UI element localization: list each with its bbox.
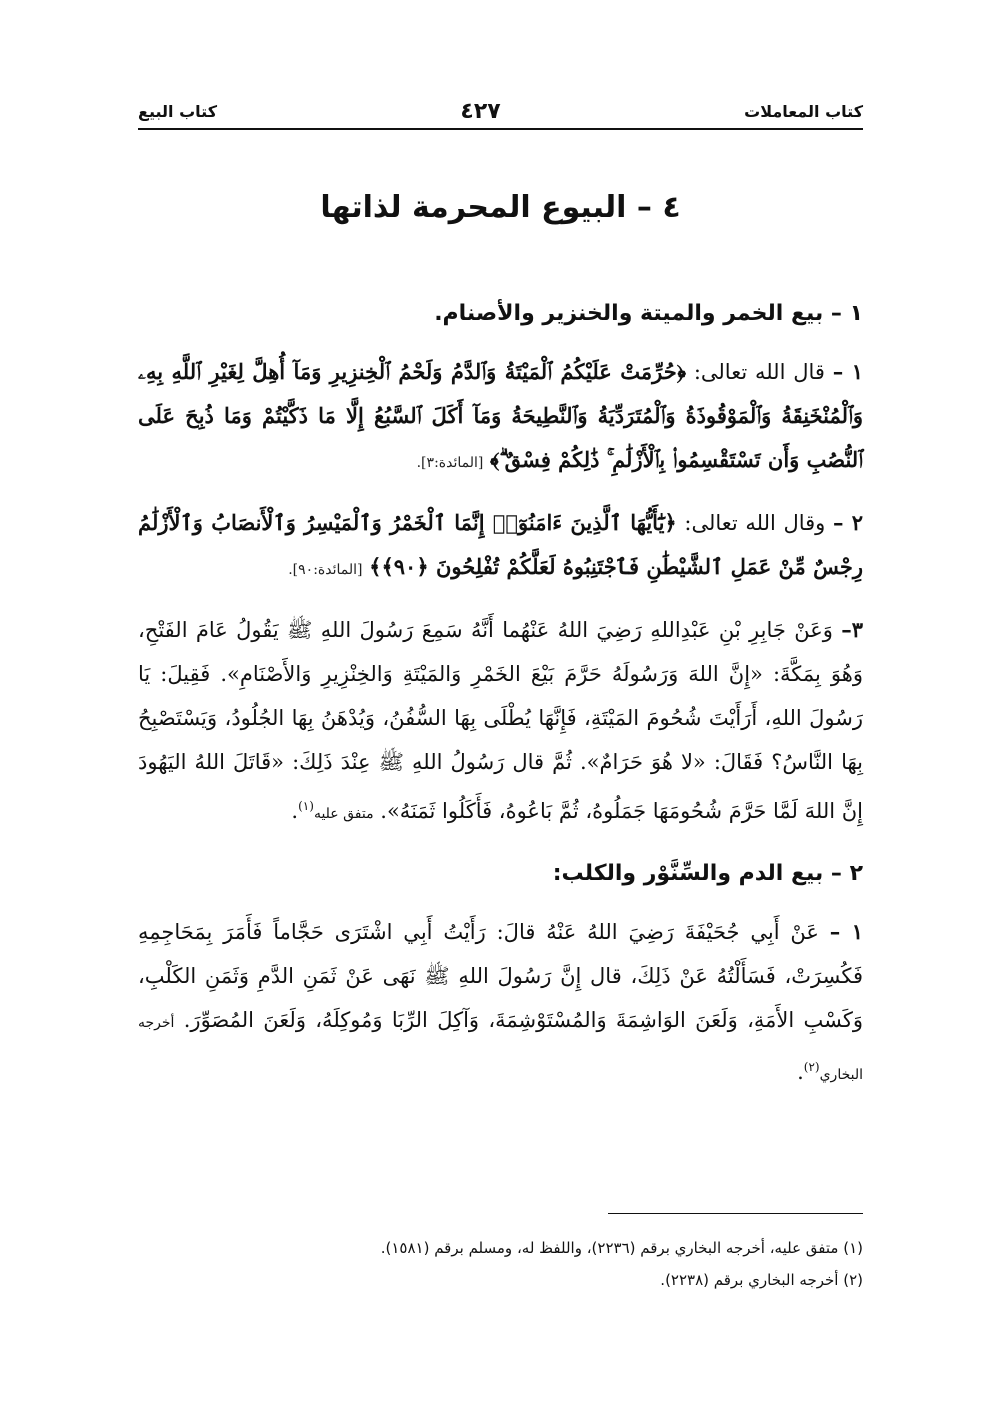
item-number: ٢ – (832, 510, 863, 535)
header-book-title: كتاب المعاملات (744, 101, 863, 121)
header-chapter-title: كتاب البيع (138, 101, 217, 121)
list-item (138, 501, 863, 592)
footnote-marker: (١) (298, 799, 314, 813)
hadith-text: عَنْ أَبِي جُحَيْفَةَ رَضِيَ اللهُ عَنْهُ قالَ: رَأَيْتُ أَبِي اشْتَرَى حَجَّاماً فَأَمَرَ بِمَحَاجِمِهِ فَكُسِرَتْ، فَسَأَلْتُهُ عَنْ ذَلِكَ، قال إِنَّ رَسُولَ اللهِ ﷺ نَهَى عَنْ ثَمَنِ الدَّمِ وَثَمَنِ الكَلْبِ، وَكَسْبِ الأَمَةِ، وَلَعَنَ الوَاشِمَةَ وَالمُسْتَوْشِمَةَ، وَآكِلَ الرِّبَا وَمُوكِلَهُ، وَلَعَنَ المُصَوِّرَ. (138, 920, 863, 1032)
footnotes (138, 1232, 863, 1296)
quran-verse: ﴿يَٰٓأَيُّهَا ٱلَّذِينَ ءَامَنُوٓا۟ إِنَّمَا ٱلْخَمْرُ وَٱلْمَيْسِرُ وَٱلْأَنصَابُ وَٱلْأَزْلَٰمُ رِجْسٌ مِّنْ عَمَلِ ٱلشَّيْطَٰنِ فَٱجْتَنِبُوهُ لَعَلَّكُمْ تُفْلِحُونَ ﴿٩٠﴾﴾ (138, 510, 863, 579)
verse-reference: [المائدة:٩٠]. (288, 562, 363, 578)
item-intro: قال الله تعالى: (693, 360, 825, 384)
hadith-source: متفق عليه (313, 806, 374, 822)
main-text (138, 292, 863, 1113)
page-number: ٤٢٧ (460, 98, 501, 124)
section-heading: ٢ – بيع الدم والسِّنَّوْر والكلب: (552, 861, 863, 886)
footnote: (١) متفق عليه، أخرجه البخاري برقم (٢٢٣٦)، واللفظ له، ومسلم برقم (١٥٨١). (380, 1239, 863, 1257)
list-item: ٣– وَعَنْ جَابِرِ بْنِ عَبْدِاللهِ رَضِيَ اللهُ عَنْهُما أَنَّهُ سَمِعَ رَسُولَ اللهِ ﷺ يَقُولُ عَامَ الفَتْحِ، وَهُوَ بِمَكَّةَ: «إِنَّ اللهَ وَرَسُولَهُ حَرَّمَ بَيْعَ الخَمْرِ وَالمَيْتَةِ وَالخِنْزِيرِ وَالأَصْنَامِ». فَقِيلَ: يَا رَسُولَ اللهِ، أَرَأَيْتَ شُحُومَ المَيْتَةِ، فَإِنَّهَا يُطْلَى بِهَا السُّفُنُ، وَيُدْهَنُ بِهَا الجُلُودُ، وَيَسْتَصْبِحُ بِهَا النَّاسُ؟ فَقَالَ: «لا هُوَ حَرَامٌ». ثُمَّ قال رَسُولُ اللهِ ﷺ عِنْدَ ذَلِكَ: «قَاتَلَ اللهُ اليَهُودَ إِنَّ اللهَ لَمَّا حَرَّمَ شُحُومَهَا جَمَلُوهُ، ثُمَّ بَاعُوهُ، فَأَكَلُوا ثَمَنَهُ». متفق عليه$^{(١)}$. (138, 617, 863, 823)
hadith-source: أخرجه البخاري (138, 1015, 863, 1083)
list-item: ١ – عَنْ أَبِي جُحَيْفَةَ رَضِيَ اللهُ عَنْهُ قالَ: رَأَيْتُ أَبِي اشْتَرَى حَجَّاماً فَأَمَرَ بِمَحَاجِمِهِ فَكُسِرَتْ، فَسَأَلْتُهُ عَنْ ذَلِكَ، قال إِنَّ رَسُولَ اللهِ ﷺ نَهَى عَنْ ثَمَنِ الدَّمِ وَثَمَنِ الكَلْبِ، وَكَسْبِ الأَمَةِ، وَلَعَنَ الوَاشِمَةَ وَالمُسْتَوْشِمَةَ، وَآكِلَ الرِّبَا وَمُوكِلَهُ، وَلَعَنَ المُصَوِّرَ. أخرجه البخاري$^{(٢)}$. (138, 919, 864, 1084)
footnote-divider (608, 1213, 863, 1214)
item-number: ١ – (829, 919, 864, 944)
verse-reference: [المائدة:٣]. (416, 455, 484, 471)
hadith-text: وَعَنْ جَابِرِ بْنِ عَبْدِاللهِ رَضِيَ اللهُ عَنْهُما أَنَّهُ سَمِعَ رَسُولَ اللهِ ﷺ يَقُولُ عَامَ الفَتْحِ، وَهُوَ بِمَكَّةَ: «إِنَّ اللهَ وَرَسُولَهُ حَرَّمَ بَيْعَ الخَمْرِ وَالمَيْتَةِ وَالخِنْزِيرِ وَالأَصْنَامِ». فَقِيلَ: يَا رَسُولَ اللهِ، أَرَأَيْتَ شُحُومَ المَيْتَةِ، فَإِنَّهَا يُطْلَى بِهَا السُّفُنُ، وَيُدْهَنُ بِهَا الجُلُودُ، وَيَسْتَصْبِحُ بِهَا النَّاسُ؟ فَقَالَ: «لا هُوَ حَرَامٌ». ثُمَّ قال رَسُولُ اللهِ ﷺ عِنْدَ ذَلِكَ: «قَاتَلَ اللهُ اليَهُودَ إِنَّ اللهَ لَمَّا حَرَّمَ شُحُومَهَا جَمَلُوهُ، ثُمَّ بَاعُوهُ، فَأَكَلُوا ثَمَنَهُ». (138, 618, 863, 823)
item-number: ١ – (832, 359, 863, 384)
header-divider (138, 128, 863, 130)
item-number: ٣– (841, 617, 863, 642)
quran-verse: ﴿حُرِّمَتْ عَلَيْكُمُ ٱلْمَيْتَةُ وَٱلدَّمُ وَلَحْمُ ٱلْخِنزِيرِ وَمَآ أُهِلَّ لِغَيْرِ ٱللَّهِ بِهِۦ وَٱلْمُنْخَنِقَةُ وَٱلْمَوْقُوذَةُ وَٱلْمُتَرَدِّيَةُ وَٱلنَّطِيحَةُ وَمَآ أَكَلَ ٱلسَّبُعُ إِلَّا مَا ذَكَّيْتُمْ وَمَا ذُبِحَ عَلَى ٱلنُّصُبِ وَأَن تَسْتَقْسِمُوا۟ بِٱلْأَزْلَٰمِ ۚ ذَٰلِكُمْ فِسْقٌ ۗ﴾ (138, 359, 863, 472)
footnote: (٢) أخرجه البخاري برقم (٢٢٣٨). (660, 1271, 863, 1289)
list-item (138, 350, 863, 485)
footnote-marker: (٢) (803, 1060, 820, 1074)
chapter-title: ٤ – البيوع المحرمة لذاتها (320, 190, 681, 225)
item-intro: وقال الله تعالى: (684, 511, 826, 535)
section-heading: ١ – بيع الخمر والميتة والخنزير والأصنام. (434, 301, 863, 326)
running-header (138, 96, 863, 126)
